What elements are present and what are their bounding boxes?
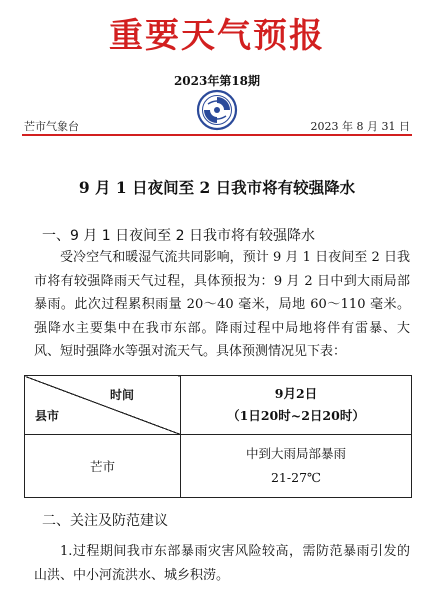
- forecast-table: [24, 375, 412, 498]
- masthead-title: 重要天气预报: [109, 16, 325, 56]
- date-header-line1: 9月2日: [274, 386, 318, 401]
- section-heading-2: 二、关注及防范建议: [42, 513, 168, 529]
- county-cell: 芒市: [25, 435, 181, 498]
- section-body-2: 1.过程期间我市东部暴雨灾害风险较高，需防范暴雨引发的山洪、中小河流洪水、城乡积涝。: [34, 544, 410, 583]
- date-header-cell: [181, 376, 412, 435]
- issue-number: 2023年第18期: [173, 74, 261, 88]
- header-divider: [22, 134, 412, 136]
- meteorological-logo-icon: [196, 89, 238, 131]
- table-header-row: [25, 376, 412, 435]
- section-heading-1: 一、9 月 1 日夜间至 2 日我市将有较强降水: [42, 228, 315, 244]
- forecast-cell: [181, 435, 412, 498]
- corner-county-label: 县市: [35, 409, 60, 423]
- section-body-1: 受冷空气和暖湿气流共同影响，预计 9 月 1 日夜间至 2 日我市将有较强降雨天气过程，具体预报为：9 月 2 日中到大雨局部暴雨。此次过程累积雨量 20～40 毫米，局地 60～110 毫米。强降水主要集中在我市东部。降雨过程中局地将伴有雷暴、大风、短时强降水等强对流天气。具体预测情况见下表：: [34, 250, 410, 359]
- forecast-weather: 中到大雨局部暴雨: [245, 446, 346, 461]
- forecast-temperature: 21-27℃: [270, 470, 322, 485]
- table-corner-cell: [25, 376, 181, 435]
- issuing-agency: 芒市气象台: [24, 120, 79, 133]
- article-title: 9 月 1 日夜间至 2 日我市将有较强降水: [78, 178, 356, 197]
- table-row: [25, 435, 412, 498]
- issue-date: 2023 年 8 月 31 日: [310, 120, 410, 133]
- date-header-line2: （1日20时~2日20时）: [227, 408, 365, 423]
- corner-time-label: 时间: [109, 388, 134, 402]
